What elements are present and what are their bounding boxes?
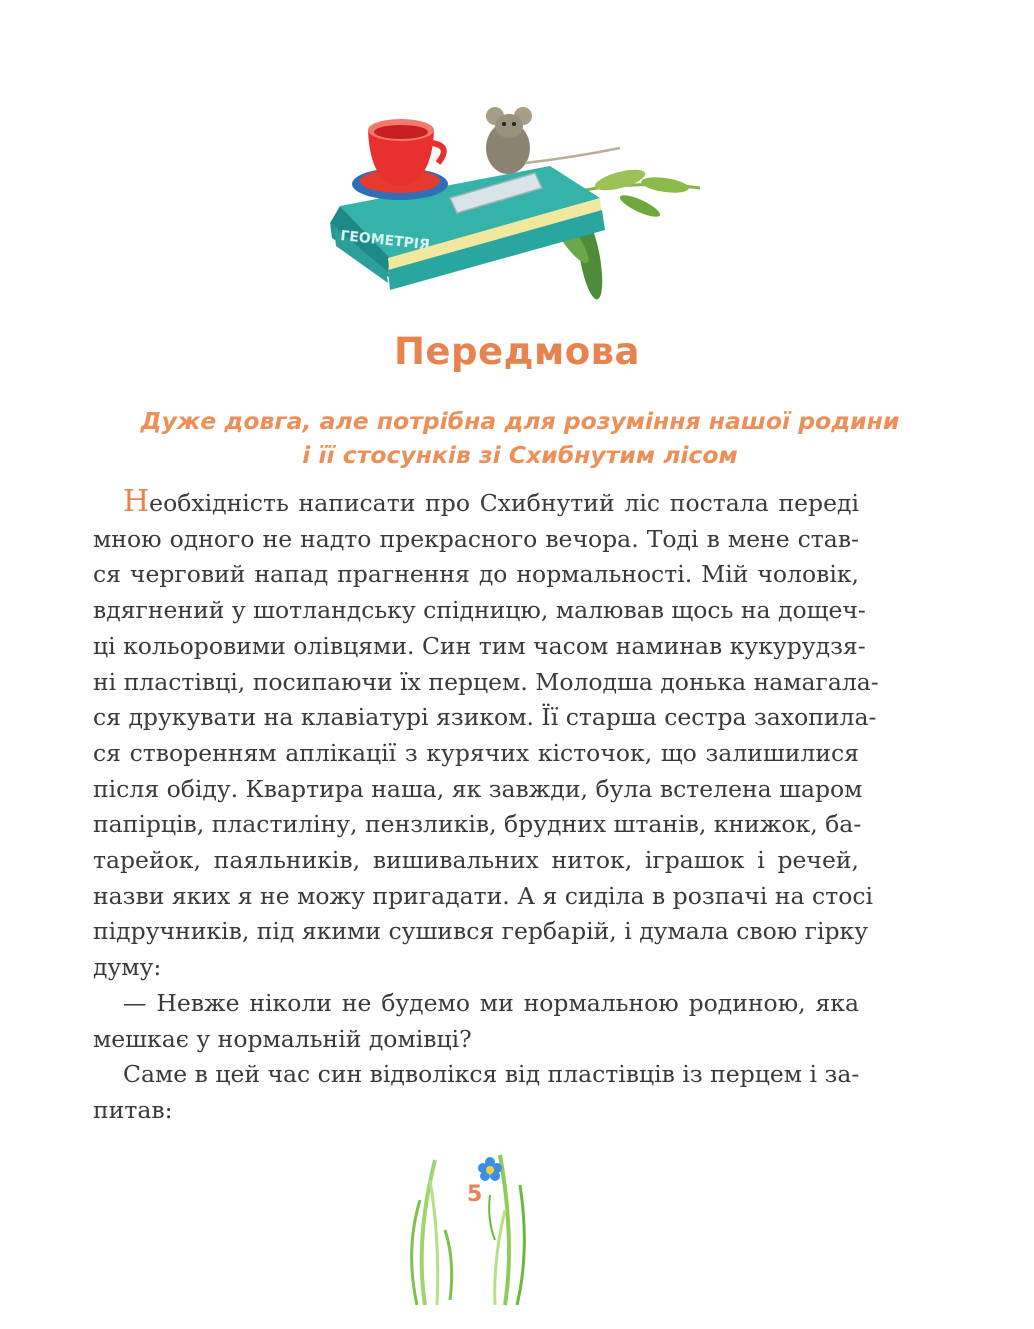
text-line: — Невже ніколи не будемо ми нормальною родиною, яка [123,988,859,1017]
text-line: підручників, під якими сушився гербарій, і думала свою гірку [93,917,869,946]
text-line: Саме в цей час син відволікся від пластівців із перцем і за- [123,1060,860,1089]
text-line: після обіду. Квартира наша, як завжди, була встелена шаром [93,774,863,803]
text-line: ся друкувати на клавіатурі язиком. Її старша сестра захопила- [93,703,877,732]
mouse-icon [486,107,620,174]
text-line: папірців, пластиліну, пензликів, брудних штанів, книжок, ба- [93,810,862,839]
text-line: вдягнений у шотландську спідницю, малював щось на дощеч- [93,596,866,625]
grass-flower-icon [395,1140,555,1310]
drop-cap: Н [123,484,150,519]
subtitle-line: і її стосунків зі Схибнутим лісом [302,441,738,469]
chapter-subtitle [90,404,950,472]
text-line: питав: [93,1095,173,1124]
page-number: 5 [467,1182,483,1207]
text-line: думу: [93,953,162,982]
body-text [93,484,879,1129]
text-line: мною одного не надто прекрасного вечора. Тоді в мене став- [93,524,859,553]
flower-icon [478,1157,502,1181]
text-line: мешкає у нормальній домівці? [93,1024,472,1053]
text-line: ся створенням аплікації з курячих кісточок, що залишилися [93,738,859,767]
text-line: ці кольоровими олівцями. Син тим часом наминав кукурудзя- [93,631,866,660]
geometry-book-illustration [320,88,710,308]
teacup-icon [352,119,448,200]
subtitle-line: Дуже довга, але потрібна для розуміння нашої родини [140,407,900,435]
book-spine-label: ГЕОМЕТРІЯ [339,228,431,254]
text-line: ся черговий напад прагнення до нормальності. Мій чоловік, [93,560,859,589]
chapter-title: Передмова [393,330,641,373]
text-line: назви яких я не можу пригадати. А я сиділа в розпачі на стосі [93,881,874,910]
text-line: Необхідність написати про Схибнутий ліс постала переді [123,484,859,519]
text-line: ні пластівці, посипаючи їх перцем. Молодша донька намагала- [93,667,879,696]
text-line: тарейок, паяльників, вишивальних ниток, іграшок і речей, [93,846,859,875]
